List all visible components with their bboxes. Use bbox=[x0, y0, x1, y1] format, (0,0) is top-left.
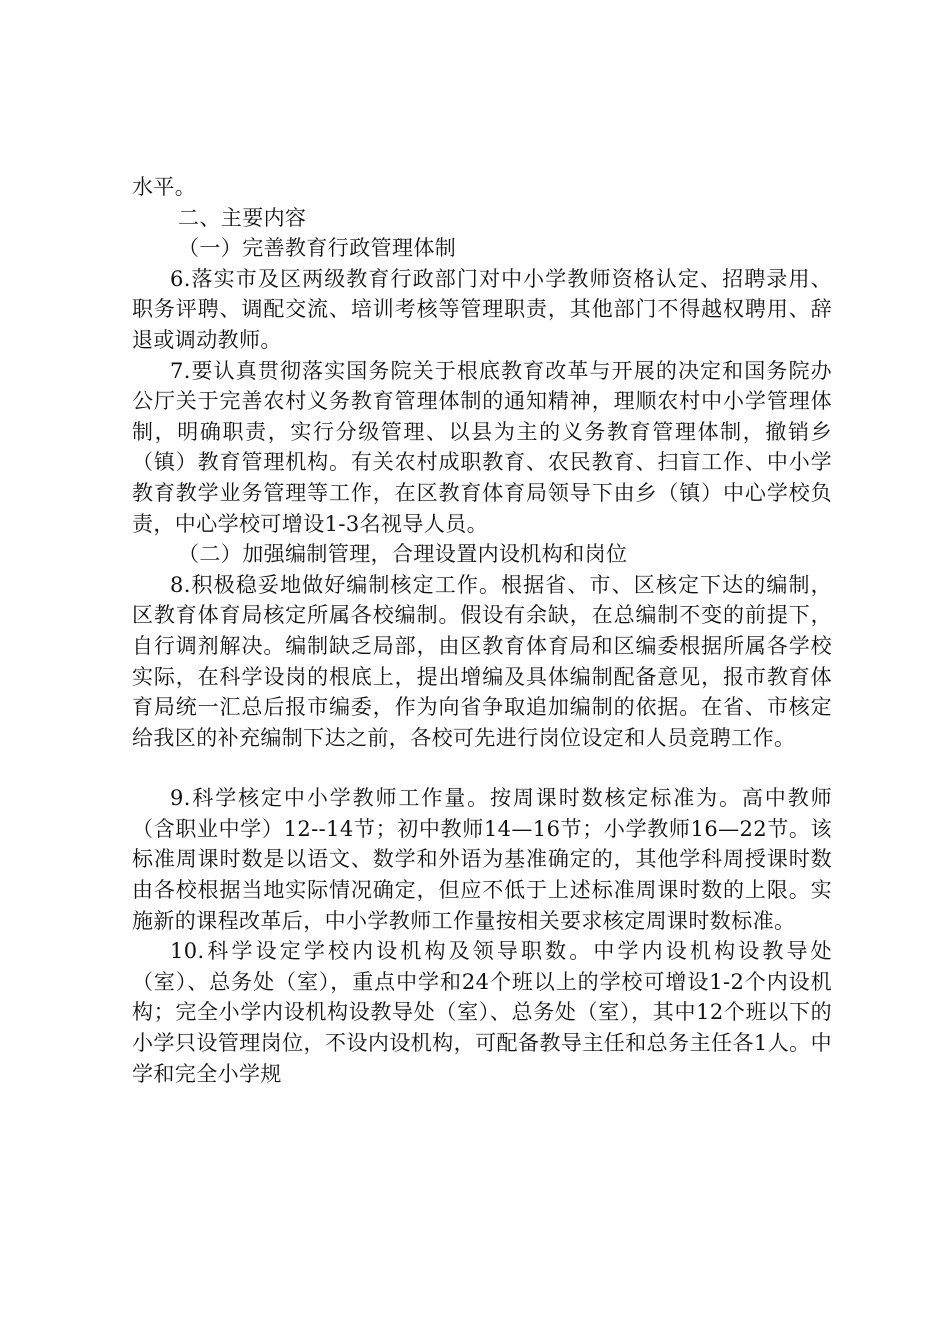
paragraph-gap bbox=[132, 753, 832, 783]
section-heading-main-content: 二、主要内容 bbox=[178, 205, 307, 230]
paragraph-item-10: 10.科学设定学校内设机构及领导职数。中学内设机构设教导处（室）、总务处（室），重点中学和24个班以上的学校可增设1-2个内设机构；完全小学内设机构设教导处（室）、总务处（室），其中12个班以下的小学只设管理岗位，不设内设机构，可配备教导主任和总务主任各1人。中学和完全小学规 bbox=[132, 939, 832, 1086]
paragraph-continuation: 水平。 bbox=[132, 175, 197, 199]
subsection-heading-staffing: （二）加强编制管理，合理设置内设机构和岗位 bbox=[178, 542, 628, 567]
paragraph-item-6: 6.落实市及区两级教育行政部门对中小学教师资格认定、招聘录用、职务评聘、调配交流、培训考核等管理职责，其他部门不得越权聘用、辞退或调动教师。 bbox=[132, 266, 832, 352]
document-body bbox=[132, 172, 832, 1089]
paragraph-item-8: 8.积极稳妥地做好编制核定工作。根据省、市、区核定下达的编制，区教育体育局核定所属各校编制。假设有余缺，在总编制不变的前提下，自行调剂解决。编制缺乏局部，由区教育体育局和区编委根据所属各学校实际，在科学设岗的根底上，提出增编及具体编制配备意见，报市教育体育局统一汇总后报市编委，作为向省争取追加编制的依据。在省、市核定给我区的补充编制下达之前，各校可先进行岗位设定和人员竞聘工作。 bbox=[132, 572, 832, 750]
paragraph-item-7: 7.要认真贯彻落实国务院关于根底教育改革与开展的决定和国务院办公厅关于完善农村义务教育管理体制的通知精神，理顺农村中小学管理体制，明确职责，实行分级管理、以县为主的义务教育管理体制，撤销乡（镇）教育管理机构。有关农村成职教育、农民教育、扫盲工作、中小学教育教学业务管理等工作，在区教育体育局领导下由乡（镇）中心学校负责，中心学校可增设1-3名视导人员。 bbox=[132, 358, 832, 536]
subsection-heading-admin-system: （一）完善教育行政管理体制 bbox=[178, 236, 457, 261]
paragraph-item-9: 9.科学核定中小学教师工作量。按周课时数核定标准为。高中教师（含职业中学）12--14节；初中教师14—16节；小学教师16—22节。该标准周课时数是以语文、数学和外语为基准确定的，其他学科周授课时数由各校根据当地实际情况确定，但应不低于上述标准周课时数的上限。实施新的课程改革后，中小学教师工作量按相关要求核定周课时数标准。 bbox=[132, 786, 832, 933]
